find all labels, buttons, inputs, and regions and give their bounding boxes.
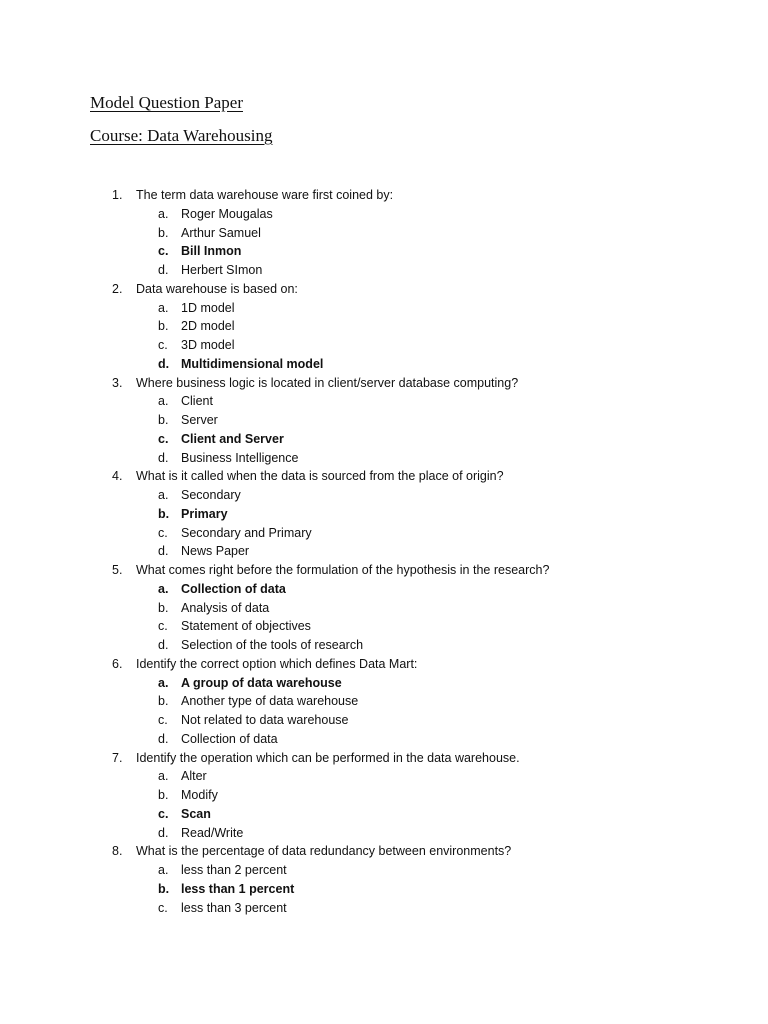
option-text: Secondary and Primary	[181, 525, 312, 540]
question-number: 3.	[112, 375, 123, 390]
option-text: Secondary	[181, 488, 241, 502]
option-text: Roger Mougalas	[181, 206, 273, 221]
option-text: A group of data warehouse	[181, 675, 342, 690]
correct-answer-option	[0, 805, 768, 824]
correct-answer-option	[0, 880, 768, 899]
answer-option	[0, 730, 768, 749]
answer-option	[0, 824, 768, 843]
option-letter: b.	[158, 413, 169, 427]
answer-option	[0, 617, 768, 636]
question-item	[0, 186, 768, 280]
answer-option	[0, 411, 768, 430]
answer-option	[0, 224, 768, 243]
answer-option	[0, 392, 768, 411]
answer-option	[0, 317, 768, 336]
answer-option	[0, 336, 768, 355]
option-letter: a.	[158, 769, 169, 784]
correct-answer-option	[0, 674, 768, 693]
answer-option	[0, 299, 768, 318]
question-text: The term data warehouse ware first coined by:	[136, 188, 394, 202]
correct-answer-option	[0, 430, 768, 449]
option-letter: c.	[158, 244, 169, 259]
option-letter: a.	[158, 581, 169, 596]
question-item	[0, 749, 768, 843]
option-letter: c.	[158, 431, 169, 446]
option-letter: b.	[158, 225, 169, 240]
option-text: Read/Write	[181, 825, 244, 840]
question-number: 6.	[112, 656, 123, 671]
option-letter: b.	[158, 788, 169, 802]
answer-option	[0, 861, 768, 880]
answer-option	[0, 542, 768, 561]
question-item	[0, 655, 768, 749]
option-letter: d.	[158, 356, 170, 371]
answer-option	[0, 711, 768, 730]
question-item	[0, 374, 768, 468]
option-text: 3D model	[181, 338, 235, 352]
question-text: Identify the operation which can be performed in the data warehouse.	[136, 750, 520, 765]
question-number: 7.	[112, 750, 123, 765]
option-text: Arthur Samuel	[181, 225, 261, 240]
question-number: 4.	[112, 469, 123, 484]
option-letter: b.	[158, 506, 170, 521]
question-row	[0, 374, 768, 393]
option-letter: b.	[158, 600, 169, 615]
question-row	[0, 186, 768, 205]
answer-option	[0, 486, 768, 505]
option-list	[0, 486, 768, 561]
option-letter: a.	[158, 206, 169, 221]
option-letter: c.	[158, 806, 169, 821]
correct-answer-option	[0, 355, 768, 374]
option-text: Collection of data	[181, 731, 278, 746]
option-text: Alter	[181, 769, 207, 784]
option-list	[0, 205, 768, 280]
option-text: Another type of data warehouse	[181, 694, 359, 709]
option-text: less than 3 percent	[181, 900, 287, 915]
question-number: 2.	[112, 281, 123, 296]
question-item	[0, 467, 768, 561]
option-letter: a.	[158, 863, 169, 877]
question-number: 5.	[112, 563, 123, 577]
option-text: Primary	[181, 506, 228, 521]
question-text: What is it called when the data is sourced from the place of origin?	[136, 469, 504, 484]
option-letter: a.	[158, 488, 169, 502]
question-text: Where business logic is located in client/server database computing?	[136, 375, 519, 390]
option-letter: a.	[158, 675, 169, 690]
question-list	[0, 186, 768, 917]
option-list	[0, 674, 768, 749]
option-text: Business Intelligence	[181, 450, 299, 465]
option-letter: b.	[158, 694, 169, 709]
question-item	[0, 561, 768, 655]
answer-option	[0, 449, 768, 468]
option-text: 2D model	[181, 319, 235, 334]
option-letter: b.	[158, 319, 169, 334]
option-text: Selection of the tools of research	[181, 638, 364, 652]
option-text: Herbert SImon	[181, 263, 263, 277]
correct-answer-option	[0, 242, 768, 261]
option-text: Multidimensional model	[181, 356, 324, 371]
question-text: What comes right before the formulation of the hypothesis in the research?	[136, 563, 550, 577]
option-letter: d.	[158, 263, 169, 277]
question-text: Data warehouse is based on:	[136, 281, 298, 296]
answer-option	[0, 599, 768, 618]
option-letter: b.	[158, 881, 170, 896]
answer-option	[0, 261, 768, 280]
option-letter: d.	[158, 450, 169, 465]
answer-option	[0, 524, 768, 543]
option-list	[0, 392, 768, 467]
option-text: Client	[181, 394, 213, 409]
option-text: Collection of data	[181, 581, 286, 596]
paper-title: Model Question Paper	[90, 93, 243, 112]
option-text: News Paper	[181, 544, 250, 559]
option-list	[0, 861, 768, 917]
answer-option	[0, 636, 768, 655]
option-text: Analysis of data	[181, 600, 270, 615]
option-letter: c.	[158, 713, 168, 727]
option-text: Server	[181, 413, 218, 427]
answer-option	[0, 692, 768, 711]
question-row	[0, 561, 768, 580]
option-list	[0, 580, 768, 655]
option-letter: d.	[158, 544, 169, 559]
option-list	[0, 299, 768, 374]
answer-option	[0, 767, 768, 786]
option-letter: c.	[158, 619, 168, 634]
course-title: Course: Data Warehousing	[90, 126, 273, 145]
option-letter: a.	[158, 394, 169, 409]
question-number: 8.	[112, 844, 123, 859]
option-letter: c.	[158, 900, 168, 915]
question-row	[0, 467, 768, 486]
option-text: Not related to data warehouse	[181, 713, 349, 727]
option-list	[0, 767, 768, 842]
option-text: less than 1 percent	[181, 881, 295, 896]
correct-answer-option	[0, 505, 768, 524]
question-text: What is the percentage of data redundancy between environments?	[136, 844, 512, 859]
question-row	[0, 655, 768, 674]
question-number: 1.	[112, 188, 123, 202]
option-letter: d.	[158, 638, 169, 652]
option-text: Client and Server	[181, 431, 284, 446]
question-row	[0, 842, 768, 861]
option-letter: d.	[158, 731, 169, 746]
option-text: Bill Inmon	[181, 244, 242, 259]
option-letter: c.	[158, 525, 168, 540]
option-letter: d.	[158, 825, 169, 840]
option-text: Statement of objectives	[181, 619, 311, 634]
option-text: 1D model	[181, 300, 235, 315]
question-item	[0, 280, 768, 374]
answer-option	[0, 786, 768, 805]
question-row	[0, 749, 768, 768]
question-row	[0, 280, 768, 299]
option-letter: a.	[158, 300, 169, 315]
option-letter: c.	[158, 338, 168, 352]
question-text: Identify the correct option which defines Data Mart:	[136, 656, 418, 671]
option-text: Scan	[181, 806, 211, 821]
option-text: Modify	[181, 788, 218, 802]
answer-option	[0, 205, 768, 224]
option-text: less than 2 percent	[181, 863, 287, 877]
question-item	[0, 842, 768, 917]
answer-option	[0, 899, 768, 918]
correct-answer-option	[0, 580, 768, 599]
